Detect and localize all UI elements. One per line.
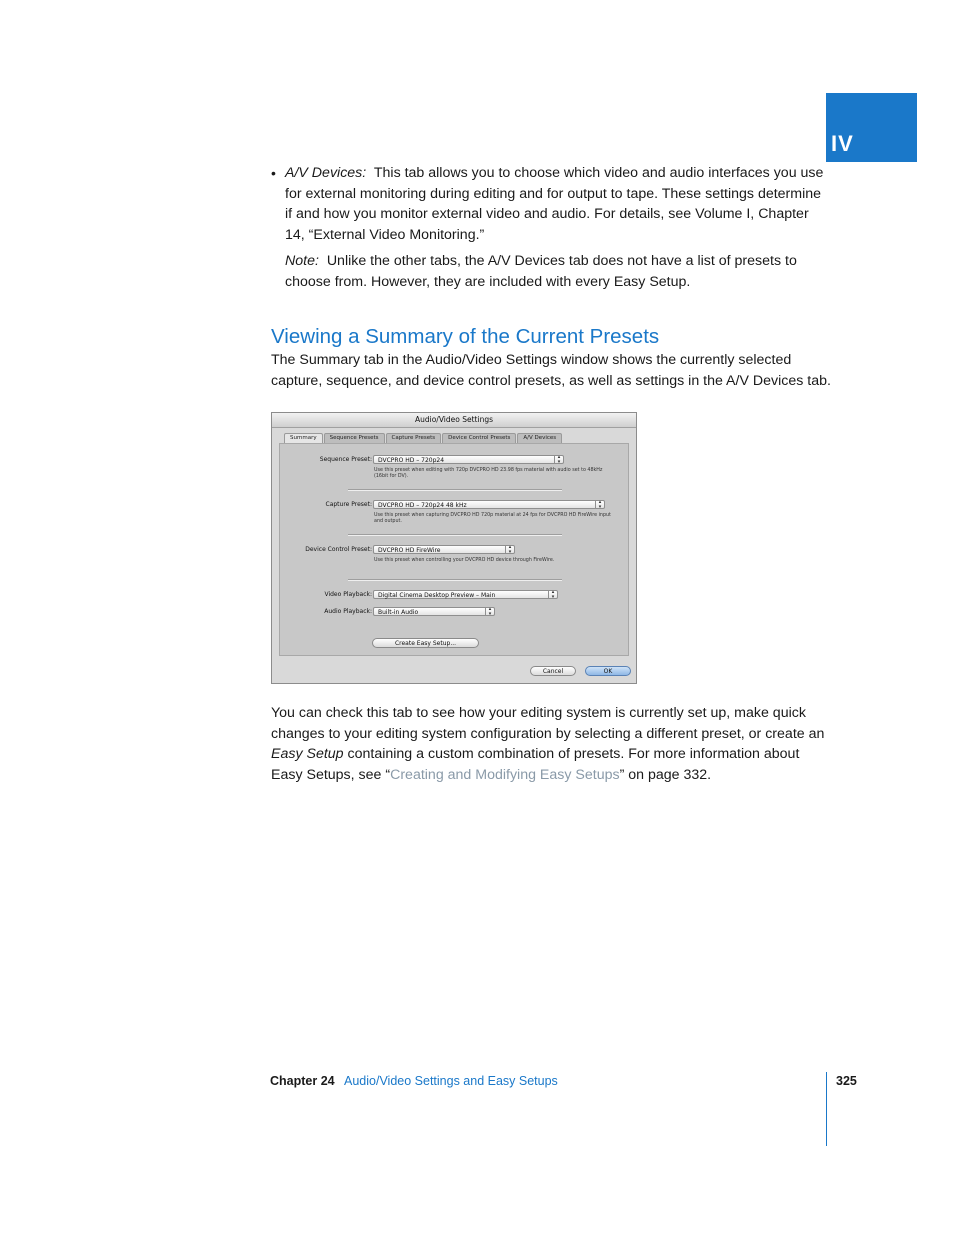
ok-button[interactable]: OK: [585, 666, 631, 676]
video-playback-value: Digital Cinema Desktop Preview – Main: [378, 592, 496, 599]
outro-paragraph: [271, 703, 831, 785]
capture-preset-description: Use this preset when capturing DVCPRO HD 720p material at 24 fps for DVCPRO HD FireWire input and output.: [374, 513, 611, 524]
av-settings-window: [271, 412, 637, 684]
footer-chapter: Chapter 24: [270, 1074, 335, 1088]
video-playback-popup[interactable]: [373, 590, 558, 599]
tab-sequence-presets[interactable]: Sequence Presets: [324, 433, 385, 443]
intro-paragraph: The Summary tab in the Audio/Video Settings window shows the currently selected capture, sequence, and device control presets, as well as settings in the A/V Devices tab.: [271, 352, 831, 389]
tabs-row: [284, 433, 563, 443]
bullet-text: This tab allows you to choose which video and audio interfaces you use for external monitoring during editing and for output to tape. These settings determine if and how you monitor external video and audio. For details, see Volume I, Chapter 14, “External Video Monitoring.”: [285, 165, 824, 243]
separator: [348, 579, 562, 581]
popup-arrows-icon: ▴ ▾: [505, 545, 514, 554]
tab-av-devices[interactable]: A/V Devices: [517, 433, 562, 443]
note-text: Unlike the other tabs, the A/V Devices tab does not have a list of presets to choose from. However, they are included with every Easy Setup.: [285, 253, 797, 290]
outro-text-2: containing a custom combination of presets. For more information about Easy Setups, see “: [271, 746, 800, 783]
device-control-preset-description: Use this preset when controlling your DVCPRO HD device through FireWire.: [374, 558, 555, 563]
sequence-preset-description: Use this preset when editing with 720p DVCPRO HD 23.98 fps material with audio set to 48kHz (16bit for DV).: [374, 468, 603, 479]
device-control-preset-popup[interactable]: [373, 545, 515, 554]
device-control-preset-label: Device Control Preset:: [305, 546, 372, 553]
capture-preset-label: Capture Preset:: [325, 501, 372, 508]
tab-summary[interactable]: Summary: [284, 433, 323, 443]
section-title: Viewing a Summary of the Current Presets: [271, 325, 660, 348]
bullet-paragraph: [285, 163, 830, 245]
capture-preset-value: DVCPRO HD – 720p24 48 kHz: [378, 502, 467, 509]
tab-device-control-presets[interactable]: Device Control Presets: [442, 433, 516, 443]
footer-chapter-title: Audio/Video Settings and Easy Setups: [344, 1074, 558, 1088]
popup-arrows-icon: ▴ ▾: [554, 455, 563, 464]
popup-arrows-icon: ▴ ▾: [485, 607, 494, 616]
device-control-preset-value: DVCPRO HD FireWire: [378, 547, 441, 554]
separator: [348, 489, 562, 491]
capture-preset-popup[interactable]: [373, 500, 605, 509]
window-title: Audio/Video Settings: [272, 413, 636, 428]
part-tab: [826, 93, 917, 162]
bullet-dot: •: [271, 165, 276, 181]
separator: [348, 534, 562, 536]
cross-reference-link[interactable]: Creating and Modifying Easy Setups: [390, 766, 620, 783]
audio-playback-popup[interactable]: [373, 607, 495, 616]
popup-arrows-icon: ▴ ▾: [595, 500, 604, 509]
cancel-button[interactable]: Cancel: [530, 666, 576, 676]
video-playback-label: Video Playback:: [324, 591, 372, 598]
sequence-preset-value: DVCPRO HD – 720p24: [378, 457, 445, 464]
create-easy-setup-button[interactable]: Create Easy Setup...: [372, 638, 479, 648]
page-number: 325: [836, 1074, 857, 1088]
footer-rule: [826, 1072, 827, 1146]
audio-playback-label: Audio Playback:: [324, 608, 372, 615]
sequence-preset-label: Sequence Preset:: [319, 456, 372, 463]
sequence-preset-popup[interactable]: [373, 455, 564, 464]
tab-capture-presets[interactable]: Capture Presets: [386, 433, 442, 443]
audio-playback-value: Built-in Audio: [378, 609, 419, 616]
summary-panel: [279, 443, 629, 656]
bullet-term: A/V Devices:: [285, 165, 367, 181]
note-label: Note:: [285, 253, 319, 269]
outro-text-1: You can check this tab to see how your editing system is currently set up, make quick changes to your editing system configuration by selecting a different preset, or create an: [271, 705, 825, 742]
outro-text-3: ” on page 332.: [619, 766, 712, 783]
outro-emphasis: Easy Setup: [271, 746, 344, 762]
note-paragraph: [285, 251, 830, 292]
popup-arrows-icon: ▴ ▾: [548, 590, 557, 599]
part-tab-label: IV: [831, 131, 854, 156]
